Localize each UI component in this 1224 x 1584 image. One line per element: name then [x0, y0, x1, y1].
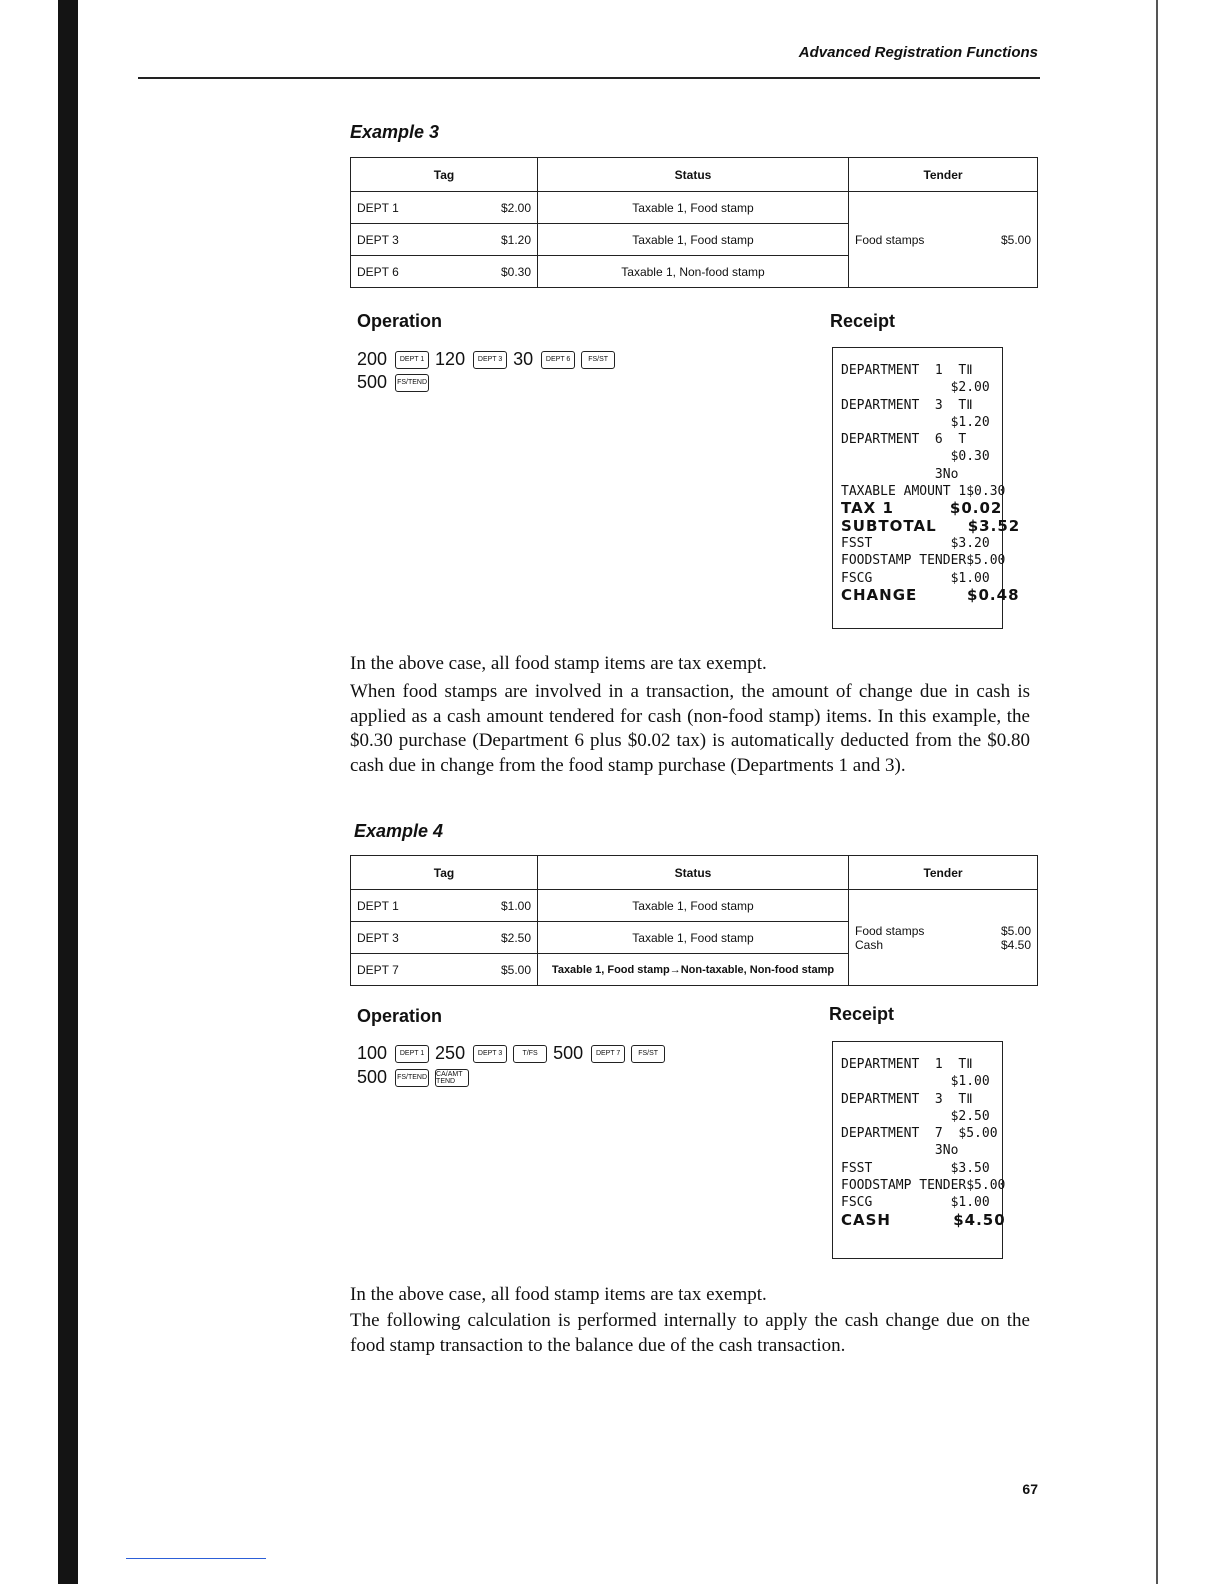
table-header-row	[351, 158, 1038, 192]
receipt-line: FOODSTAMP TENDER$5.00	[841, 553, 1006, 569]
receipt-line: $0.30	[841, 449, 990, 465]
example-3-table	[350, 157, 1038, 288]
dept-status: Taxable 1, Non-food stamp	[538, 256, 849, 288]
dept-name: DEPT 6	[351, 256, 456, 288]
operation-line-2	[357, 1067, 469, 1088]
dept-1-key: DEPT 1	[395, 1045, 429, 1063]
dept-name: DEPT 3	[351, 224, 456, 256]
receipt-label: Receipt	[830, 311, 896, 331]
receipt-line: TAXABLE AMOUNT 1$0.30	[841, 484, 1006, 500]
receipt-line: FOODSTAMP TENDER$5.00	[841, 1178, 1006, 1194]
receipt-line: DEPARTMENT 3 TⅡ	[841, 1091, 973, 1107]
dept-amount: $5.00	[455, 954, 537, 986]
page-edge	[1156, 0, 1158, 1584]
paragraph: In the above case, all food stamp items are tax exempt.	[350, 653, 767, 674]
receipt-line: SUBTOTAL $3.52	[841, 516, 1021, 535]
operation-number: 500	[357, 372, 388, 392]
dept-status: Taxable 1, Food stamp	[538, 922, 849, 954]
example-3-title: Example 3	[350, 122, 440, 142]
receipt-line: DEPARTMENT 3 TⅡ	[841, 397, 973, 413]
table-header-row	[351, 856, 1038, 890]
operation-number: 100	[357, 1043, 388, 1063]
table-row	[351, 192, 1038, 224]
dept-status: Taxable 1, Food stamp→Non-taxable, Non-food stamp	[538, 954, 849, 986]
header-tender: Tender	[849, 158, 1038, 192]
tender-amount: $4.50	[1000, 937, 1031, 952]
header-tag: Tag	[351, 158, 538, 192]
dept-amount: $0.30	[455, 256, 537, 288]
operation-number: 250	[435, 1043, 466, 1063]
tender-amount: $5.00	[1000, 923, 1031, 938]
receipt-line: DEPARTMENT 1 TⅡ	[841, 363, 973, 378]
fs-st-key: FS/ST	[631, 1045, 665, 1063]
dept-name: DEPT 7	[351, 954, 456, 986]
tender-line	[855, 938, 1031, 952]
page-number: 67	[1022, 1481, 1038, 1497]
dept-amount: $2.00	[455, 192, 537, 224]
paragraph: The following calculation is performed internally to apply the cash change due on the food stamp transaction to the balance due of the cash transaction.	[350, 1310, 1030, 1356]
receipt-line: $2.50	[841, 1108, 990, 1124]
receipt-line: $1.20	[841, 414, 990, 430]
dept-6-key: DEPT 6	[541, 351, 575, 369]
receipt-line: FSST $3.50	[841, 1160, 990, 1176]
dept-name: DEPT 3	[351, 922, 456, 954]
operation-line-2	[357, 372, 429, 393]
dept-3-key: DEPT 3	[473, 1045, 507, 1063]
dept-amount: $1.20	[455, 224, 537, 256]
fs-tend-key: FS/TEND	[395, 1069, 429, 1087]
tender-cell	[849, 192, 1038, 288]
header-status: Status	[538, 856, 849, 890]
receipt-line: CASH $4.50	[841, 1210, 1006, 1229]
operation-number: 30	[513, 349, 534, 369]
fs-st-key: FS/ST	[581, 351, 615, 369]
tender-line	[855, 233, 1031, 247]
header-rule	[138, 77, 1040, 79]
receipt-label: Receipt	[829, 1004, 895, 1024]
receipt-line: TAX 1 $0.02	[841, 499, 1003, 518]
binding-edge	[58, 0, 78, 1584]
dept-status: Taxable 1, Food stamp	[538, 224, 849, 256]
operation-line-1	[357, 1043, 665, 1064]
tender-cell	[849, 890, 1038, 986]
operation-number: 500	[553, 1043, 584, 1063]
dept-status: Taxable 1, Food stamp	[538, 192, 849, 224]
table-row	[351, 890, 1038, 922]
tender-amount: $5.00	[1000, 232, 1031, 247]
receipt	[832, 347, 1021, 629]
paragraph: In the above case, all food stamp items are tax exempt.	[350, 1284, 767, 1305]
receipt-line: $1.00	[841, 1074, 990, 1090]
receipt-line: FSCG $1.00	[841, 570, 990, 586]
paragraph: When food stamps are involved in a transaction, the amount of change due in cash is applied as a cash amount tendered for cash (non-food stamp) items. In this example, the $0.30 purchase (Department 6 plus $0.02 tax) is automatically deducted from the $0.80 cash due in change from the food stamp purchase (Departments 1 and 3).	[350, 681, 1030, 776]
example-4-table	[350, 855, 1038, 986]
operation-number: 120	[435, 349, 466, 369]
running-head: Advanced Registration Functions	[798, 44, 1038, 61]
receipt-line: 3No	[841, 1143, 959, 1159]
dept-amount: $1.00	[455, 890, 537, 922]
t-fs-key: T/FS	[513, 1045, 547, 1063]
receipt	[832, 1041, 1006, 1259]
tender-line	[855, 924, 1031, 938]
receipt-line: DEPARTMENT 7 $5.00	[841, 1126, 998, 1142]
fs-tend-key: FS/TEND	[395, 374, 429, 392]
dept-3-key: DEPT 3	[473, 351, 507, 369]
operation-number: 500	[357, 1067, 388, 1087]
header-tender: Tender	[849, 856, 1038, 890]
example-4-title: Example 4	[354, 821, 444, 841]
receipt-line: FSCG $1.00	[841, 1195, 990, 1211]
dept-name: DEPT 1	[351, 192, 456, 224]
receipt-line: CHANGE $0.48	[841, 585, 1020, 604]
dept-amount: $2.50	[455, 922, 537, 954]
dept-status: Taxable 1, Food stamp	[538, 890, 849, 922]
dept-7-key: DEPT 7	[591, 1045, 625, 1063]
tender-label: Food stamps	[855, 923, 925, 938]
dept-1-key: DEPT 1	[395, 351, 429, 369]
operation-line-1	[357, 349, 615, 370]
receipt-line: $2.00	[841, 380, 990, 396]
operation-number: 200	[357, 349, 388, 369]
header-tag: Tag	[351, 856, 538, 890]
tender-label: Food stamps	[855, 232, 925, 247]
tender-label: Cash	[855, 937, 884, 952]
dept-name: DEPT 1	[351, 890, 456, 922]
receipt-line: DEPARTMENT 1 TⅡ	[841, 1057, 973, 1072]
receipt-line: DEPARTMENT 6 T	[841, 432, 967, 448]
header-status: Status	[538, 158, 849, 192]
footer-line	[126, 1558, 266, 1559]
receipt-line: 3No	[841, 466, 959, 482]
receipt-line: FSST $3.20	[841, 535, 990, 551]
ca-amt-tend-key: CA/AMT TEND	[435, 1069, 469, 1087]
operation-label: Operation	[357, 1006, 443, 1026]
operation-label: Operation	[357, 311, 443, 331]
